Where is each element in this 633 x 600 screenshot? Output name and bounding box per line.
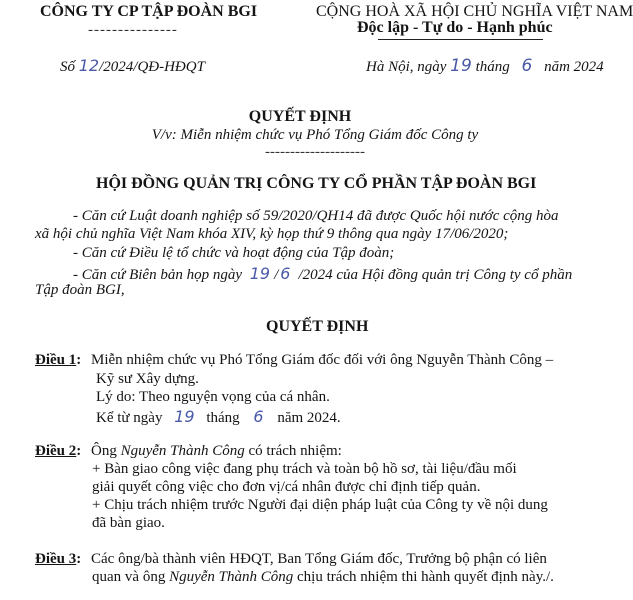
- article-2-line-5: đã bàn giao.: [92, 515, 165, 531]
- company-divider: ---------------: [88, 22, 178, 38]
- article-1-day-handwritten: 19: [174, 407, 195, 426]
- article-1-text-1: Miễn nhiệm chức vụ Phó Tổng Giám đốc đối với ông Nguyễn Thành Công –: [91, 352, 554, 368]
- article-3-colon: :: [76, 551, 82, 567]
- number-prefix: Số: [60, 59, 75, 75]
- article-1-from-label: Kể từ ngày: [96, 410, 163, 426]
- basis-line-3: - Căn cứ Điều lệ tổ chức và hoạt động của Tập đoàn;: [73, 245, 395, 261]
- article-1-line-2: Kỹ sư Xây dựng.: [96, 371, 199, 387]
- date-month-handwritten: 6: [521, 56, 533, 76]
- decision-subject: [0, 127, 600, 144]
- article-2-line-1: [35, 443, 342, 460]
- article-3-label: Điều 3: [35, 551, 77, 567]
- article-2-name: Nguyễn Thành Công: [120, 443, 245, 459]
- motto-underline: [378, 39, 543, 40]
- number-suffix: /2024/QĐ-HĐQT: [99, 59, 205, 75]
- article-3-suffix: chịu trách nhiệm thi hành quyết định này./.: [297, 569, 554, 585]
- subject-divider: [0, 144, 600, 161]
- article-2-label: Điều 2: [35, 443, 77, 459]
- article-2-line-4: + Chịu trách nhiệm trước Người đại diện pháp luật của Công ty về nội dung: [92, 497, 548, 513]
- article-3-text-1: Các ông/bà thành viên HĐQT, Ban Tổng Giám đốc, Trưởng bộ phận có liên: [91, 551, 547, 567]
- date-month-label: tháng: [475, 59, 510, 75]
- article-2-colon: :: [76, 443, 82, 459]
- motto: Độc lập - Tự do - Hạnh phúc: [357, 19, 553, 36]
- article-2-line-3: giải quyết công việc cho đơn vị/cá nhân được chỉ định tiếp quản.: [92, 479, 481, 495]
- article-2-suffix: có trách nhiệm:: [248, 443, 342, 459]
- article-1-line-3: Lý do: Theo nguyện vọng của cá nhân.: [96, 389, 330, 405]
- article-2-line-2: + Bàn giao công việc đang phụ trách và toàn bộ hồ sơ, tài liệu/đầu mối: [92, 461, 517, 477]
- basis-4-sep: /: [274, 267, 279, 283]
- board-title: HỘI ĐỒNG QUẢN TRỊ CÔNG TY CỔ PHẦN TẬP ĐOÀN BGI: [96, 175, 537, 192]
- document-number: [60, 56, 205, 76]
- republic-title: CỘNG HOÀ XÃ HỘI CHỦ NGHĨA VIỆT NAM: [316, 3, 633, 20]
- article-1-label: Điều 1: [35, 352, 77, 368]
- decision-title-text: QUYẾT ĐỊNH: [248, 108, 352, 125]
- article-1-month-handwritten: 6: [253, 407, 264, 426]
- basis-line-1: - Căn cứ Luật doanh nghiệp số 59/2020/QH14 đã được Quốc hội nước cộng hòa: [73, 208, 559, 224]
- article-1-month-label: tháng: [206, 410, 240, 426]
- decision-heading: QUYẾT ĐỊNH: [266, 318, 369, 335]
- date-prefix: Hà Nội, ngày: [366, 59, 447, 75]
- article-1-year: năm 2024.: [277, 410, 341, 426]
- basis-line-5: Tập đoàn BGI,: [35, 282, 125, 298]
- article-2-prefix: Ông: [91, 443, 117, 459]
- basis-4-prefix: - Căn cứ Biên bản họp ngày: [73, 267, 242, 283]
- article-3-name: Nguyễn Thành Công: [169, 569, 294, 585]
- article-1-line-1: [35, 352, 553, 369]
- decision-title: [0, 108, 600, 126]
- article-3-line-2: [92, 569, 554, 586]
- basis-4-suffix: /2024 của Hội đồng quản trị Công ty cổ phần: [298, 267, 573, 283]
- basis-line-4: [73, 264, 572, 284]
- date-year: năm 2024: [544, 59, 604, 75]
- article-3-line-1: [35, 551, 547, 568]
- number-handwritten: 12: [78, 56, 100, 75]
- article-1-line-4: [96, 407, 341, 427]
- article-1-colon: :: [76, 352, 82, 368]
- document-date: [366, 56, 604, 76]
- date-day-handwritten: 19: [450, 56, 472, 76]
- subject-divider-text: --------------------: [265, 144, 365, 160]
- article-3-prefix: quan và ông: [92, 569, 166, 585]
- basis-line-2: xã hội chủ nghĩa Việt Nam khóa XIV, kỳ họp thứ 9 thông qua ngày 17/06/2020;: [35, 226, 509, 242]
- company-name: CÔNG TY CP TẬP ĐOÀN BGI: [40, 3, 258, 20]
- decision-subject-text: V/v: Miễn nhiệm chức vụ Phó Tổng Giám đốc Công ty: [151, 127, 479, 143]
- basis-4-month-handwritten: 6: [280, 264, 291, 283]
- basis-4-day-handwritten: 19: [249, 264, 271, 283]
